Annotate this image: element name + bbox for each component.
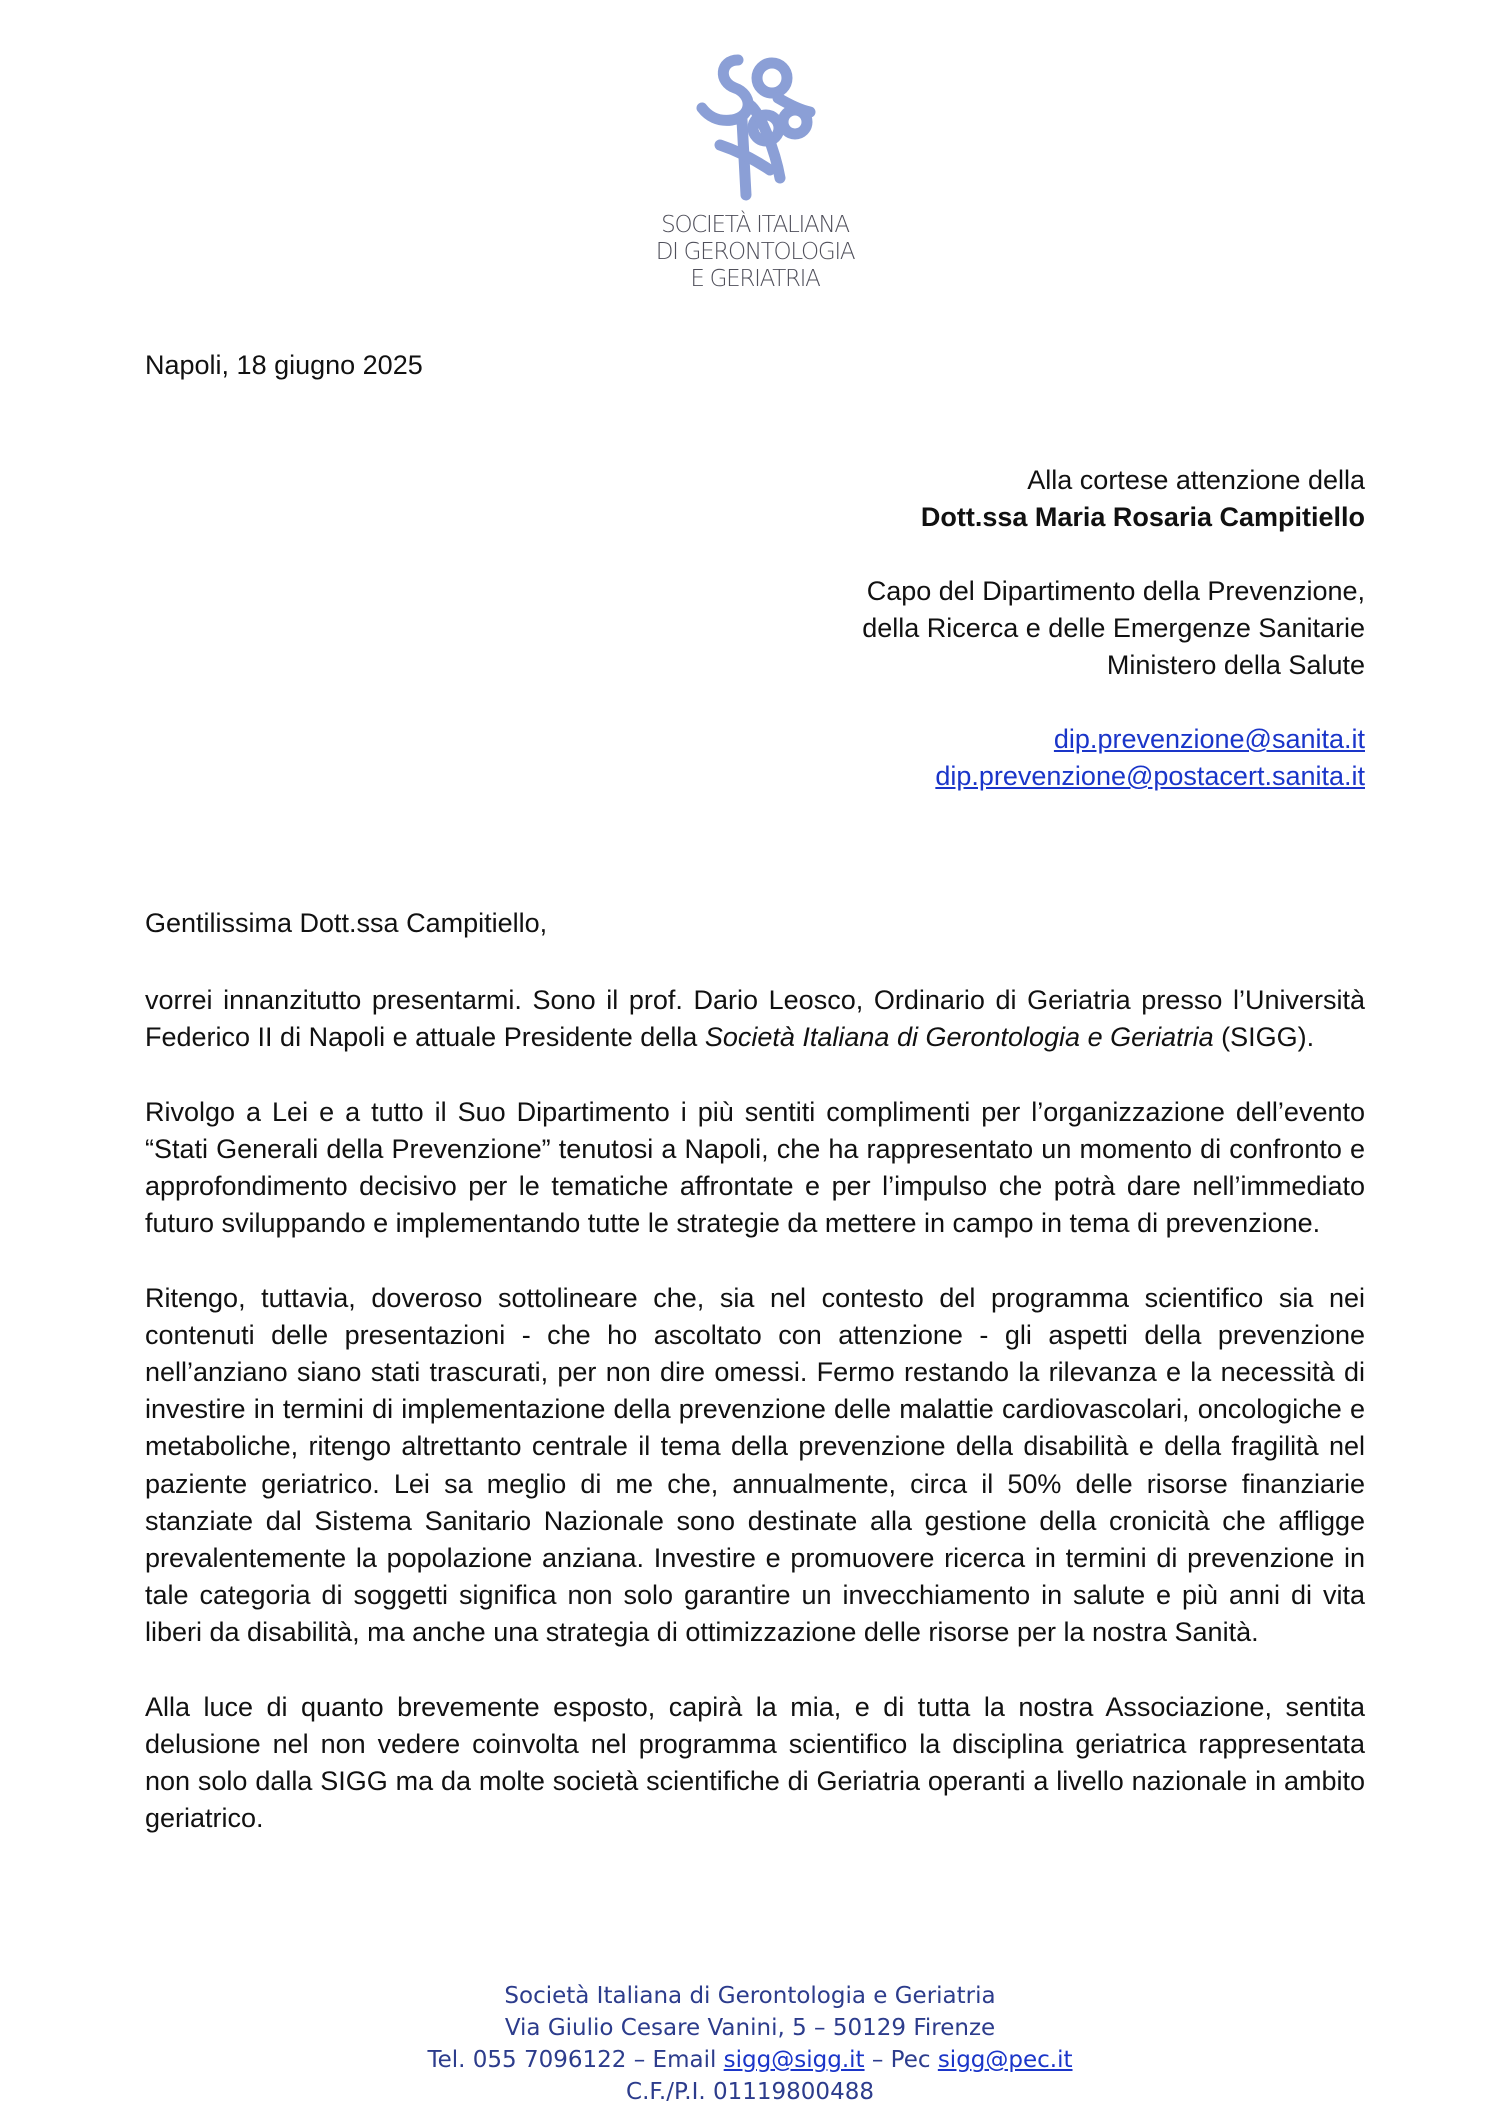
logo-line-3: E GERIATRIA (690, 266, 820, 292)
footer-pec-label: – Pec (864, 2047, 938, 2073)
sigg-logo-mark (680, 50, 830, 210)
footer-email-link[interactable]: sigg@sigg.it (723, 2047, 865, 2073)
recipient-block (862, 462, 1365, 795)
recipient-pec-link[interactable]: dip.prevenzione@postacert.sanita.it (935, 761, 1365, 791)
salutation: Gentilissima Dott.ssa Campitiello, (145, 908, 548, 938)
footer-tel: Tel. 055 7096122 – Email (427, 2047, 724, 2073)
letter-footer (0, 1980, 1500, 2108)
footer-org: Società Italiana di Gerontologia e Geriatria (504, 1983, 996, 2009)
recipient-role-2: della Ricerca e delle Emergenze Sanitarie (862, 613, 1365, 643)
paragraph-concerns: Ritengo, tuttavia, doveroso sottolineare che, sia nel contesto del programma scientifico sia nei contenuti delle presentazioni - che ho ascoltato con attenzione - gli aspetti della prevenzione nell’anziano siano stati trascurati, per non dire omessi. Fermo restando la rilevanza e la necessità di investire in termini di implementazione della prevenzione delle malattie cardiovascolari, oncologiche e metaboliche, ritengo altrettanto centrale il tema della prevenzione della disabilità e della fragilità nel paziente geriatrico. Lei sa meglio di me che, annualmente, circa il 50% delle risorse finanziarie stanziate dal Sistema Sanitario Nazionale sono destinate alla gestione della cronicità che affligge prevalentemente la popolazione anziana. Investire e promuovere ricerca in termini di prevenzione in tale categoria di soggetti significa non solo garantire un invecchiamento in salute e più anni di vita liberi da disabilità, ma anche una strategia di ottimizzazione delle risorse per la nostra Sanità. (145, 1282, 1365, 1648)
footer-tax-id: C.F./P.I. 01119800488 (626, 2079, 874, 2105)
sigg-logo (640, 50, 870, 300)
paragraph-compliments: Rivolgo a Lei e a tutto il Suo Dipartimento i più sentiti complimenti per l’organizzazione dell’evento “Stati Generali della Prevenzione” tenutosi a Napoli, che ha rappresentato un momento di confronto e approfondimento decisivo per le tematiche affrontate e per l’impulso che potrà dare nell’immediato futuro sviluppando e implementando tutte le strategie da mettere in campo in tema di prevenzione. (145, 1096, 1365, 1239)
paragraph-intro (145, 982, 1365, 1056)
letter-date: Napoli, 18 giugno 2025 (145, 350, 423, 380)
logo-wordmark (640, 212, 870, 293)
logo-line-2: DI GERONTOLOGIA (655, 239, 855, 265)
paragraph-conclusion: Alla luce di quanto brevemente esposto, capirà la mia, e di tutta la nostra Associazione, sentita delusione nel non vedere coinvolta nel programma scientifico la disciplina geriatrica rappresentata non solo dalla SIGG ma da molte società scientifiche di Geriatria operanti a livello nazionale in ambito geriatrico. (145, 1691, 1365, 1834)
recipient-role-3: Ministero della Salute (1106, 650, 1365, 680)
footer-address: Via Giulio Cesare Vanini, 5 – 50129 Firenze (504, 2015, 996, 2041)
footer-contacts (0, 2044, 1500, 2076)
logo-line-1: SOCIETÀ ITALIANA (661, 212, 849, 238)
footer-pec-link[interactable]: sigg@pec.it (937, 2047, 1073, 2073)
recipient-intro: Alla cortese attenzione della (1027, 465, 1365, 495)
paragraph-intro-text: vorrei innanzitutto presentarmi. Sono il prof. Dario Leosco, Ordinario di Geriatria presso l’Università Federico II di Napoli e attuale Presidente della (145, 985, 1365, 1053)
paragraph-intro-end: (SIGG). (1213, 1022, 1315, 1053)
recipient-email-link[interactable]: dip.prevenzione@sanita.it (1053, 724, 1365, 754)
recipient-role-1: Capo del Dipartimento della Prevenzione, (866, 576, 1365, 606)
letter-body (145, 982, 1365, 1875)
recipient-name: Dott.ssa Maria Rosaria Campitiello (920, 502, 1365, 532)
society-name-italic: Società Italiana di Gerontologia e Geriatria (704, 1022, 1214, 1053)
